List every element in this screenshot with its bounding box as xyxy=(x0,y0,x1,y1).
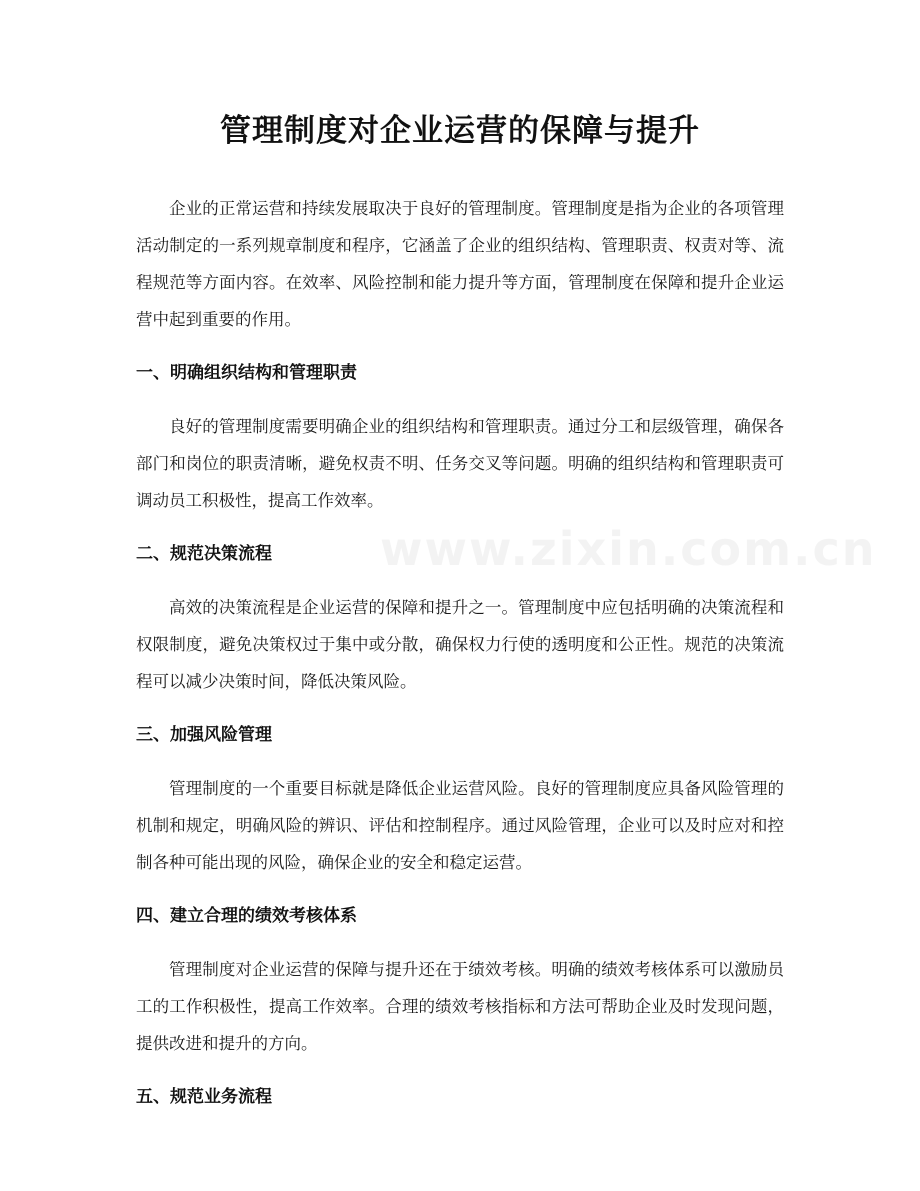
section-heading-2: 二、规范决策流程 xyxy=(136,544,272,564)
section-heading-5: 五、规范业务流程 xyxy=(136,1087,272,1107)
intro-paragraph: 企业的正常运营和持续发展取决于良好的管理制度。管理制度是指为企业的各项管理活动制定的一系列规章制度和程序，它涵盖了企业的组织结构、管理职责、权责对等、流程规范等方面内容。在效率、风险控制和能力提升等方面，管理制度在保障和提升企业运营中起到重要的作用。 xyxy=(136,199,784,329)
section-heading-3: 三、加强风险管理 xyxy=(136,725,272,745)
section-heading-4: 四、建立合理的绩效考核体系 xyxy=(136,906,357,926)
section-body-2: 高效的决策流程是企业运营的保障和提升之一。管理制度中应包括明确的决策流程和权限制度，避免决策权过于集中或分散，确保权力行使的透明度和公正性。规范的决策流程可以减少决策时间，降低决策风险。 xyxy=(136,598,784,691)
section-heading-1: 一、明确组织结构和管理职责 xyxy=(136,363,357,383)
section-body-3: 管理制度的一个重要目标就是降低企业运营风险。良好的管理制度应具备风险管理的机制和规定，明确风险的辨识、评估和控制程序。通过风险管理，企业可以及时应对和控制各种可能出现的风险，确保企业的安全和稳定运营。 xyxy=(136,779,784,872)
watermark: www.zixin.com.cn xyxy=(380,522,877,576)
document-title: 管理制度对企业运营的保障与提升 xyxy=(220,113,700,149)
section-body-1: 良好的管理制度需要明确企业的组织结构和管理职责。通过分工和层级管理，确保各部门和岗位的职责清晰，避免权责不明、任务交叉等问题。明确的组织结构和管理职责可调动员工积极性，提高工作效率。 xyxy=(136,417,784,510)
section-body-4: 管理制度对企业运营的保障与提升还在于绩效考核。明确的绩效考核体系可以激励员工的工作积极性，提高工作效率。合理的绩效考核指标和方法可帮助企业及时发现问题，提供改进和提升的方向。 xyxy=(136,960,784,1053)
